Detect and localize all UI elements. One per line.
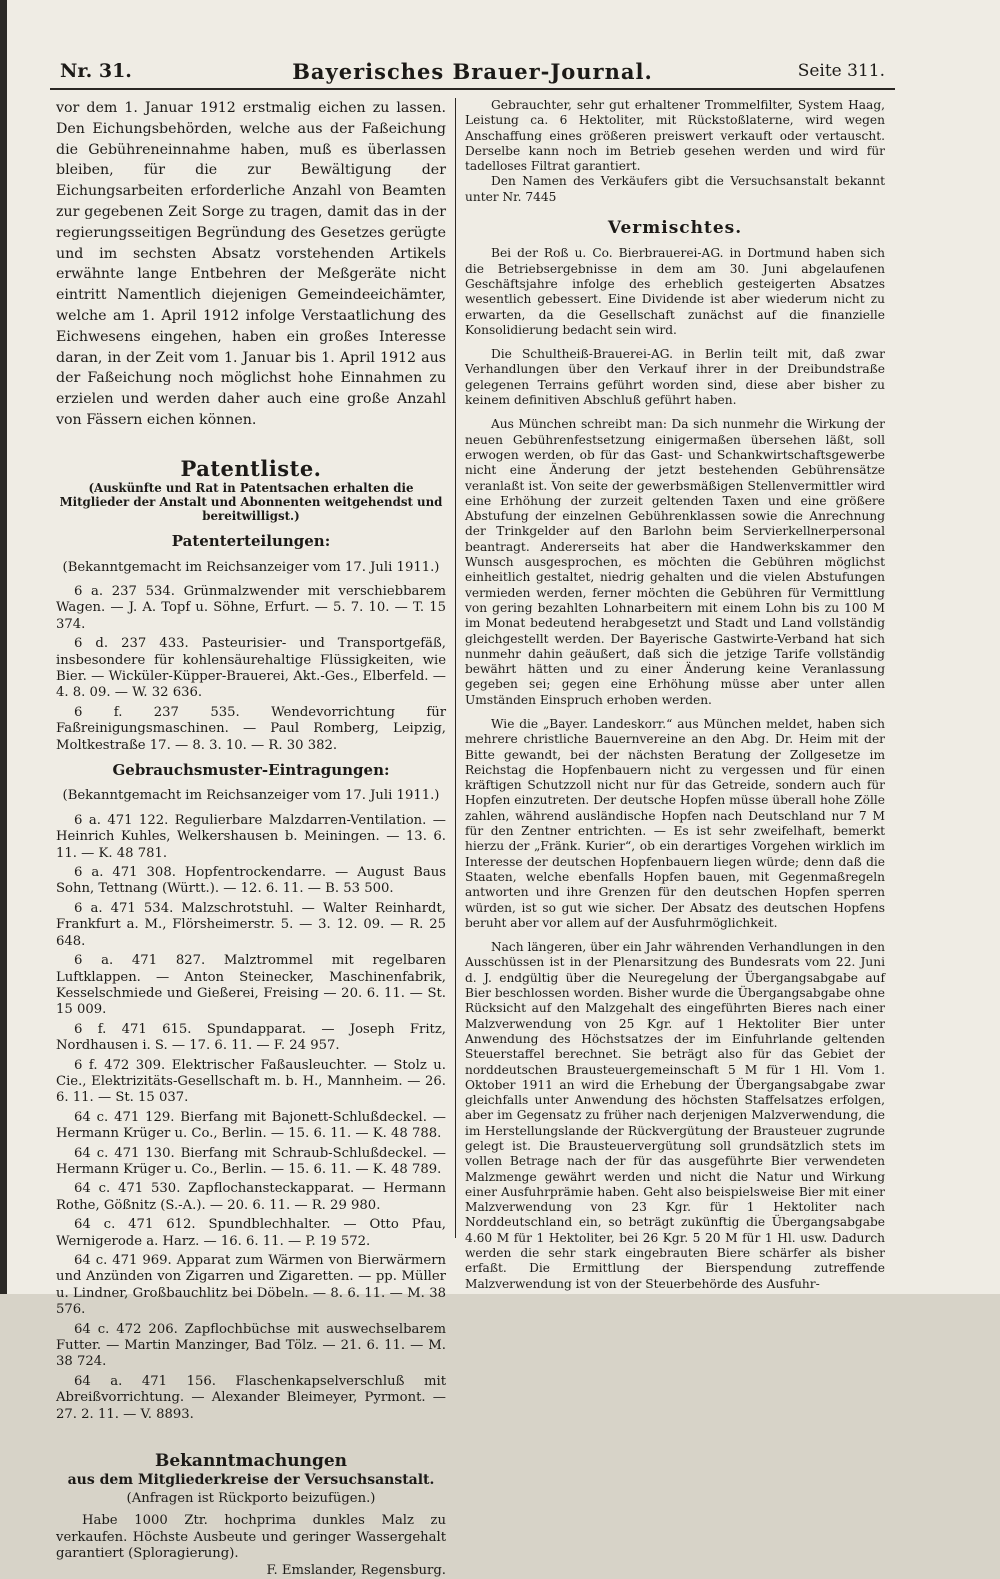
page-header (50, 56, 895, 90)
scan-edge (0, 0, 7, 1294)
list-item: 64 c. 471 130. Bierfang mit Schraub-Schlußdeckel. — Hermann Krüger u. Co., Berlin. — 15. 6. 11. — K. 48 789. (56, 1145, 446, 1177)
list-item: 6 f. 472 309. Elektrischer Faßausleuchter. — Stolz u. Cie., Elektrizitäts-Gesellschaft m. b. H., Mannheim. — 26. 6. 11. — St. 15 037. (56, 1057, 446, 1106)
list-item: 64 c. 471 129. Bierfang mit Bajonett-Schlußdeckel. — Hermann Krüger u. Co., Berlin. — 15. 6. 11. — K. 48 788. (56, 1109, 446, 1142)
list-item: 6 a. 471 122. Regulierbare Malzdarren-Ventilation. — Heinrich Kuhles, Welkershausen b. Meiningen. — 13. 6. 11. — K. 48 781. (56, 812, 446, 861)
journal-title: Bayerisches Brauer-Journal. (292, 59, 653, 84)
article-paragraph: Aus München schreibt man: Da sich nunmehr die Wirkung der neuen Gebührenfestsetzung einigermaßen übersehen läßt, soll erwogen werden, ob für das Gast- und Schankwirtschaftsgewerbe nicht eine Änderung der jetzt bestehenden Gebührensätze veranlaßt ist. Von seite der gewerbsmäßigen Stellenvermittler wird eine Erhöhung der zurzeit geltenden Taxen und eine größere Abstufung der einzelnen Gebührenklassen sowie die Anrechnung der Trinkgelder auf den Barlohn beim Servierkellnerpersonal beantragt. Andererseits hat aber die Handwerkskammer den Wunsch ausgesprochen, es möchten die Gebühren möglichst einheitlich gestaltet, niedrig gehalten und die vielen Abstufungen vermieden werden, ferner möchten die Gebühren für Vermittlung von gering bezahlten Lohnarbeitern mit einem Lohn bis zu 100 M im Monat bedeutend herabgesetzt und Stadt und Land vollständig gleichgestellt werden. Der Bayerische Gastwirte-Verband hat sich nunmehr dahin geäußert, daß sich die jetzige Tarife vollständig bewährt hätten und zu einer Änderung keine Veranlassung gegeben sei; gegen eine Erhöhung müsse aber unter allen Umständen Einspruch erhoben werden. (465, 417, 885, 707)
notice-text: Habe 1000 Ztr. hochprima dunkles Malz zu verkaufen. Höchste Ausbeute und geringer Wassergehalt garantiert (Sploragierung). (56, 1513, 446, 1562)
patent-list-title: Patentliste. (180, 455, 322, 481)
list-item: 6 f. 471 615. Spundapparat. — Joseph Fritz, Nordhausen i. S. — 17. 6. 11. — F. 24 957. (56, 1021, 446, 1054)
article-paragraph: Bei der Roß u. Co. Bierbrauerei-AG. in Dortmund haben sich die Betriebsergebnisse in dem am 30. Juni abgelaufenen Geschäftsjahre infolge des erheblich gesteigerten Absatzes wesentlich gebessert. Eine Dividende ist aber wiederum nicht zu erwarten, da die Gesellschaft zunächst auf die finanzielle Konsolidierung bedacht sein wird. (465, 246, 885, 337)
utility-models-note: (Bekanntgemacht im Reichsanzeiger vom 17. Juli 1911.) (62, 788, 440, 804)
list-item: 6 d. 237 433. Pasteurisier- und Transportgefäß, insbesondere für kohlensäurehaltige Flüssigkeiten, wie Bier. — Wicküler-Küpper-Brauerei, Akt.-Ges., Elberfeld. — 4. 8. 09. — W. 32 636. (56, 636, 446, 701)
issue-number: Nr. 31. (60, 60, 132, 82)
list-item: 64 c. 471 530. Zapflochansteckapparat. — Hermann Rothe, Gößnitz (S.-A.). — 20. 6. 11. — R. 29 980. (56, 1181, 446, 1213)
utility-models-list (56, 813, 446, 1423)
classified-ad: Gebrauchter, sehr gut erhaltener Trommelfilter, System Haag, Leistung ca. 6 Hektoliter, mit Rückstoßlaterne, wird wegen Anschaffung eines größeren preiswert verkauft oder vertauscht. Derselbe kann noch im Betrieb gesehen werden und wird für tadelloses Filtrat garantiert. (465, 98, 885, 174)
right-column (465, 98, 885, 1291)
page-number: Seite 311. (797, 61, 885, 81)
article-paragraph: Wie die „Bayer. Landeskorr.“ aus München meldet, haben sich mehrere christliche Bauernvereine an den Abg. Dr. Heim mit der Bitte gewandt, bei der nächsten Beratung der Zollgesetze im Reichstag die Hopfenbauern nicht zu vergessen und für einen kräftigen Schutzzoll nicht nur für das Getreide, sondern auch für Hopfen einzutreten. Der deutsche Hopfen müsse überall hohe Zölle zahlen, während ausländische Hopfen nach Deutschland nur 7 M für den Zentner entrichten. — Es ist sehr zweifelhaft, bemerkt hierzu der „Fränk. Kurier“, ob ein derartiges Vorgehen wirklich im Interesse der deutschen Hopfenbauern liegen würde; denn daß die Staaten, welche ebenfalls Hopfen bauen, mit Gegenmaßregeln antworten und ihre Grenzen für den deutschen Hopfen sperren würden, ist so gut wie sicher. Der Absatz des deutschen Hopfens beruht aber vor allem auf der Ausfuhrmöglichkeit. (465, 716, 885, 930)
patent-grants-title: Patenterteilungen: (171, 532, 331, 551)
list-item: 64 c. 471 969. Apparat zum Wärmen von Bierwärmern und Anzünden von Zigarren und Zigaretten. — pp. Müller u. Lindner, Großbauchlitz bei Döbeln. — 8. 6. 11. — M. 38 576. (56, 1253, 446, 1318)
list-item: 64 c. 472 206. Zapflochbüchse mit auswechselbarem Futter. — Martin Manzinger, Bad Tölz. — 21. 6. 11. — M. 38 724. (56, 1321, 446, 1370)
notices-note: (Anfragen ist Rückporto beizufügen.) (126, 1490, 376, 1506)
classified-contact: Den Namen des Verkäufers gibt die Versuchsanstalt bekannt unter Nr. 7445 (465, 174, 885, 204)
article-paragraph: Die Schultheiß-Brauerei-AG. in Berlin teilt mit, daß zwar Verhandlungen über den Verkauf ihrer in der Dreibundstraße gelegenen Terrains geführt worden sind, diese aber bisher zu keinem definitiven Abschluß geführt haben. (465, 347, 885, 408)
misc-title: Vermischtes. (607, 218, 743, 239)
list-item: 6 f. 237 535. Wendevorrichtung für Faßreinigungsmaschinen. — Paul Romberg, Leipzig, Moltkestraße 17. — 8. 3. 10. — R. 30 382. (56, 704, 446, 753)
utility-models-title: Gebrauchsmuster-Eintragungen: (112, 761, 390, 780)
patent-grants-note: (Bekanntgemacht im Reichsanzeiger vom 17. Juli 1911.) (62, 559, 440, 575)
patent-grants-list (56, 584, 446, 754)
list-item: 6 a. 237 534. Grünmalzwender mit verschiebbarem Wagen. — J. A. Topf u. Söhne, Erfurt. — 5. 7. 10. — T. 15 374. (56, 583, 446, 632)
intro-paragraph: vor dem 1. Januar 1912 erstmalig eichen zu lassen. Den Eichungsbehörden, welche aus der Faßeichung die Gebühreneinnahme haben, muß es überlassen bleiben, für die zur Bewältigung der Eichungsarbeiten erforderliche Anzahl von Beamten zur gegebenen Zeit Sorge zu tragen, damit das in der regierungsseitigen Begründung des Gesetzes gerügte und im sechsten Absatz vorstehenden Artikels erwähnte lange Entbehren der Meßgeräte nicht eintritt Namentlich diejenigen Gemeindeeichämter, welche am 1. April 1912 infolge Verstaatlichung des Eichwesens eingehen, haben ein großes Interesse daran, in der Zeit vom 1. Januar bis 1. April 1912 aus der Faßeichung noch möglichst hohe Einnahmen zu erzielen und werden daher auch eine große Anzahl von Fässern eichen können. (56, 100, 446, 428)
list-item: 6 a. 471 534. Malzschrotstuhl. — Walter Reinhardt, Frankfurt a. M., Flörsheimerstr. 5. — 3. 12. 09. — R. 25 648. (56, 900, 446, 949)
list-item: 64 c. 471 612. Spundblechhalter. — Otto Pfau, Wernigerode a. Harz. — 16. 6. 11. — P. 19 572. (56, 1217, 446, 1249)
notices-subtitle: aus dem Mitgliederkreise der Versuchsanstalt. (67, 1472, 435, 1489)
article-paragraph: Nach längeren, über ein Jahr währenden Verhandlungen in den Ausschüssen ist in der Plenarsitzung des Bundesrats vom 22. Juni d. J. endgültig über die Neuregelung der Übergangsabgabe auf Bier beschlossen worden. Bisher wurde die Übergangsabgabe ohne Rücksicht auf den Malzgehalt des eingeführten Bieres nach einer Malzverwendung von 25 Kgr. auf 1 Hektoliter Bier unter Anwendung des Höchstsatzes der im Einfuhrlande geltenden Steuerstaffel berechnet. Sie beträgt also für das Gebiet der norddeutschen Brausteuergemeinschaft 5 M für 1 Hl. Vom 1. Oktober 1911 an wird die Erhebung der Übergangsabgabe zwar gleichfalls unter Anwendung des höchsten Staffelsatzes erfolgen, aber im Gegensatz zu früher nach derjenigen Malzverwendung, die im Herstellungslande der Rückvergütung der Brausteuer zugrunde gelegt ist. Die Brausteuervergütung soll grundsätzlich stets im vollen Betrage nach der für das ausgeführte Bier verwendeten Malzmenge gewährt werden und nicht die Natur und Wirkung einer Ausfuhrprämie haben. Geht also beispielsweise Bier mit einer Malzverwendung von 23 Kgr. für 1 Hektoliter nach Norddeutschland ein, so beträgt zukünftig die Übergangsabgabe 4.60 M für 1 Hektoliter, bei 26 Kgr. 5 20 M für 1 Hl. usw. Dadurch werden die sehr stark eingebrauten Biere schärfer als bisher erfaßt. Die Ermittlung der Bierspendung zutreffende Malzverwendung ist von der Steuerbehörde des Ausfuhr- (465, 940, 885, 1291)
list-item: 6 a. 471 308. Hopfentrockendarre. — August Baus Sohn, Tettnang (Württ.). — 12. 6. 11. — B. 53 500. (56, 865, 446, 897)
list-item: 6 a. 471 827. Malztrommel mit regelbaren Luftklappen. — Anton Steinecker, Maschinenfabrik, Kesselschmiede und Gießerei, Freising — 20. 6. 11. — St. 15 009. (56, 953, 446, 1018)
patent-list-subtitle: (Auskünfte und Rat in Patentsachen erhalten die Mitglieder der Anstalt und Abonnenten weitgehendst und bereitwilligst.) (59, 481, 443, 524)
left-column (56, 98, 446, 1578)
column-divider (455, 98, 456, 1238)
list-item: 64 a. 471 156. Flaschenkapselverschluß mit Abreißvorrichtung. — Alexander Bleimeyer, Pyrmont. — 27. 2. 11. — V. 8893. (56, 1373, 446, 1422)
notice-signature: F. Emslander, Regensburg. (266, 1562, 446, 1578)
notices-title: Bekanntmachungen (154, 1451, 348, 1472)
